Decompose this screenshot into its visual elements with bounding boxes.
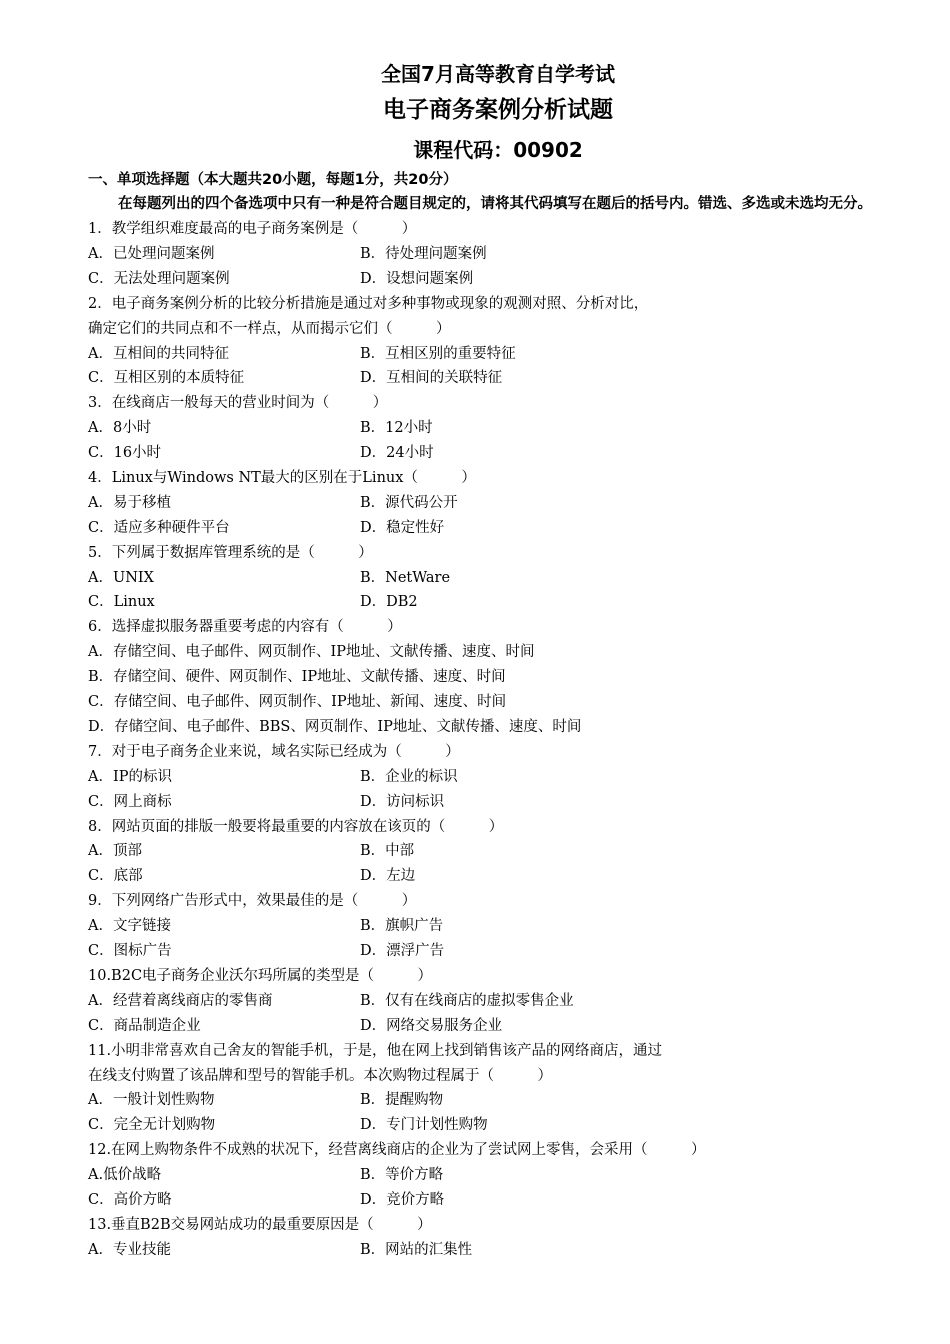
option-row bbox=[88, 989, 908, 1014]
answer-option: C．Linux bbox=[88, 594, 155, 611]
course-code: 课程代码：00902 bbox=[413, 138, 583, 162]
question-item bbox=[88, 889, 908, 964]
section-heading: 一、单项选择题（本大题共20小题，每题1分，共20分） bbox=[88, 172, 458, 188]
question-stem: 7．对于电子商务企业来说，域名实际已经成为（ ） bbox=[88, 743, 460, 760]
question-stem: 12.在网上购物条件不成熟的状况下，经营离线商店的企业为了尝试网上零售，会采用（ ） bbox=[88, 1142, 706, 1159]
option-row bbox=[88, 590, 908, 615]
answer-option: B．企业的标识 bbox=[360, 768, 458, 785]
question-item bbox=[88, 466, 908, 541]
option-row bbox=[88, 441, 908, 466]
answer-option: C．完全无计划购物 bbox=[88, 1117, 216, 1134]
answer-option: B．NetWare bbox=[360, 569, 451, 586]
answer-option: C．底部 bbox=[88, 868, 143, 885]
question-stem: 确定它们的共同点和不一样点，从而揭示它们（ ） bbox=[88, 320, 451, 337]
answer-option: D．设想问题案例 bbox=[360, 270, 474, 287]
option-row bbox=[88, 1014, 908, 1039]
option-row bbox=[88, 1163, 908, 1188]
answer-option: C．适应多种硬件平台 bbox=[88, 519, 230, 536]
question-list bbox=[88, 217, 908, 1263]
answer-option: A．顶部 bbox=[88, 843, 142, 860]
question-item bbox=[88, 1138, 908, 1213]
answer-option: C．高价方略 bbox=[88, 1192, 172, 1209]
answer-option: A．易于移植 bbox=[88, 494, 171, 511]
answer-option: D．网络交易服务企业 bbox=[360, 1017, 503, 1034]
question-stem: 6．选择虚拟服务器重要考虑的内容有（ ） bbox=[88, 619, 402, 636]
question-stem: 5．下列属于数据库管理系统的是（ ） bbox=[88, 544, 373, 561]
answer-option: A．经营着离线商店的零售商 bbox=[88, 992, 273, 1009]
answer-option: C．16小时 bbox=[88, 445, 162, 462]
section-instruction: 在每题列出的四个备选项中只有一种是符合题目规定的，请将其代码填写在题后的括号内。错选、多选或未选均无分。 bbox=[118, 196, 872, 212]
option-row bbox=[88, 839, 908, 864]
answer-option: B．存储空间、硬件、网页制作、IP地址、文献传播、速度、时间 bbox=[88, 669, 506, 686]
question-item bbox=[88, 815, 908, 890]
answer-option: B．待处理问题案例 bbox=[360, 245, 487, 262]
question-stem: 8．网站页面的排版一般要将最重要的内容放在该页的（ ） bbox=[88, 818, 504, 835]
option-row bbox=[88, 939, 908, 964]
option-row bbox=[88, 765, 908, 790]
answer-option: B．源代码公开 bbox=[360, 494, 458, 511]
answer-option: A．8小时 bbox=[88, 420, 152, 437]
option-row bbox=[88, 566, 908, 591]
option-row bbox=[88, 366, 908, 391]
exam-title: 全国7月高等教育自学考试 bbox=[381, 62, 615, 86]
exam-subject-title: 电子商务案例分析试题 bbox=[383, 97, 613, 123]
question-stem: 11.小明非常喜欢自己舍友的智能手机，于是，他在网上找到销售该产品的网络商店，通过 bbox=[88, 1042, 663, 1059]
option-row bbox=[88, 516, 908, 541]
question-stem: 3．在线商店一般每天的营业时间为（ ） bbox=[88, 395, 388, 412]
answer-option: D．24小时 bbox=[360, 445, 434, 462]
answer-option: C．商品制造企业 bbox=[88, 1017, 201, 1034]
question-stem: 9．下列网络广告形式中，效果最佳的是（ ） bbox=[88, 893, 417, 910]
question-stem: 4．Linux与Windows NT最大的区别在于Linux（ ） bbox=[88, 469, 476, 486]
answer-option: D．访问标识 bbox=[360, 793, 445, 810]
answer-option: C．网上商标 bbox=[88, 793, 172, 810]
question-item bbox=[88, 217, 908, 292]
answer-option: A．互相间的共同特征 bbox=[88, 345, 229, 362]
answer-option: B．网站的汇集性 bbox=[360, 1241, 473, 1258]
option-row bbox=[88, 864, 908, 889]
answer-option: D．稳定性好 bbox=[360, 519, 445, 536]
option-row bbox=[88, 242, 908, 267]
question-stem: 1．教学组织难度最高的电子商务案例是（ ） bbox=[88, 221, 417, 237]
option-row bbox=[88, 267, 908, 292]
answer-option: A．存储空间、电子邮件、网页制作、IP地址、文献传播、速度、时间 bbox=[88, 644, 535, 661]
answer-option: A．UNIX bbox=[88, 569, 154, 586]
question-item bbox=[88, 1039, 908, 1139]
question-item bbox=[88, 615, 908, 740]
answer-option: A．一般计划性购物 bbox=[88, 1092, 215, 1109]
answer-option: A．文字链接 bbox=[88, 918, 171, 935]
answer-option: B．仅有在线商店的虚拟零售企业 bbox=[360, 992, 574, 1009]
question-item bbox=[88, 740, 908, 815]
answer-option: C．无法处理问题案例 bbox=[88, 270, 230, 287]
option-row bbox=[88, 1188, 908, 1213]
answer-option: A.低价战略 bbox=[88, 1167, 162, 1184]
exam-page bbox=[88, 58, 908, 1263]
answer-option: D．存储空间、电子邮件、BBS、网页制作、IP地址、文献传播、速度、时间 bbox=[88, 718, 582, 735]
answer-option: B．12小时 bbox=[360, 420, 433, 437]
answer-option: D．互相间的关联特征 bbox=[360, 370, 503, 387]
answer-option: A．已处理问题案例 bbox=[88, 245, 215, 262]
answer-option: D．竞价方略 bbox=[360, 1192, 445, 1209]
answer-option: D．漂浮广告 bbox=[360, 943, 445, 960]
question-stem: 2．电子商务案例分析的比较分析措施是通过对多种事物或现象的观测对照、分析对比， bbox=[88, 295, 649, 312]
answer-option: A．IP的标识 bbox=[88, 768, 172, 785]
answer-option: B．等价方略 bbox=[360, 1167, 444, 1184]
option-row bbox=[88, 914, 908, 939]
option-row bbox=[88, 491, 908, 516]
option-row bbox=[88, 1113, 908, 1138]
answer-option: C．存储空间、电子邮件、网页制作、IP地址、新闻、速度、时间 bbox=[88, 694, 507, 711]
question-item bbox=[88, 964, 908, 1039]
option-row bbox=[88, 790, 908, 815]
answer-option: D．DB2 bbox=[360, 594, 418, 611]
answer-option: B．互相区别的重要特征 bbox=[360, 345, 516, 362]
question-item bbox=[88, 292, 908, 392]
option-row bbox=[88, 1238, 908, 1263]
answer-option: A．专业技能 bbox=[88, 1241, 171, 1258]
option-row bbox=[88, 342, 908, 367]
question-stem: 在线支付购置了该品牌和型号的智能手机。本次购物过程属于（ ） bbox=[88, 1067, 552, 1084]
question-item bbox=[88, 541, 908, 616]
option-row bbox=[88, 416, 908, 441]
answer-option: C．互相区别的本质特征 bbox=[88, 370, 245, 387]
answer-option: C．图标广告 bbox=[88, 943, 172, 960]
answer-option: D．专门计划性购物 bbox=[360, 1117, 488, 1134]
question-stem: 10.B2C电子商务企业沃尔玛所属的类型是（ ） bbox=[88, 967, 433, 984]
option-row bbox=[88, 1088, 908, 1113]
answer-option: B．提醒购物 bbox=[360, 1092, 444, 1109]
answer-option: B．旗帜广告 bbox=[360, 918, 444, 935]
answer-option: B．中部 bbox=[360, 843, 415, 860]
question-item bbox=[88, 1213, 908, 1263]
question-stem: 13.垂直B2B交易网站成功的最重要原因是（ ） bbox=[88, 1216, 432, 1233]
question-item bbox=[88, 391, 908, 466]
answer-option: D．左边 bbox=[360, 868, 416, 885]
